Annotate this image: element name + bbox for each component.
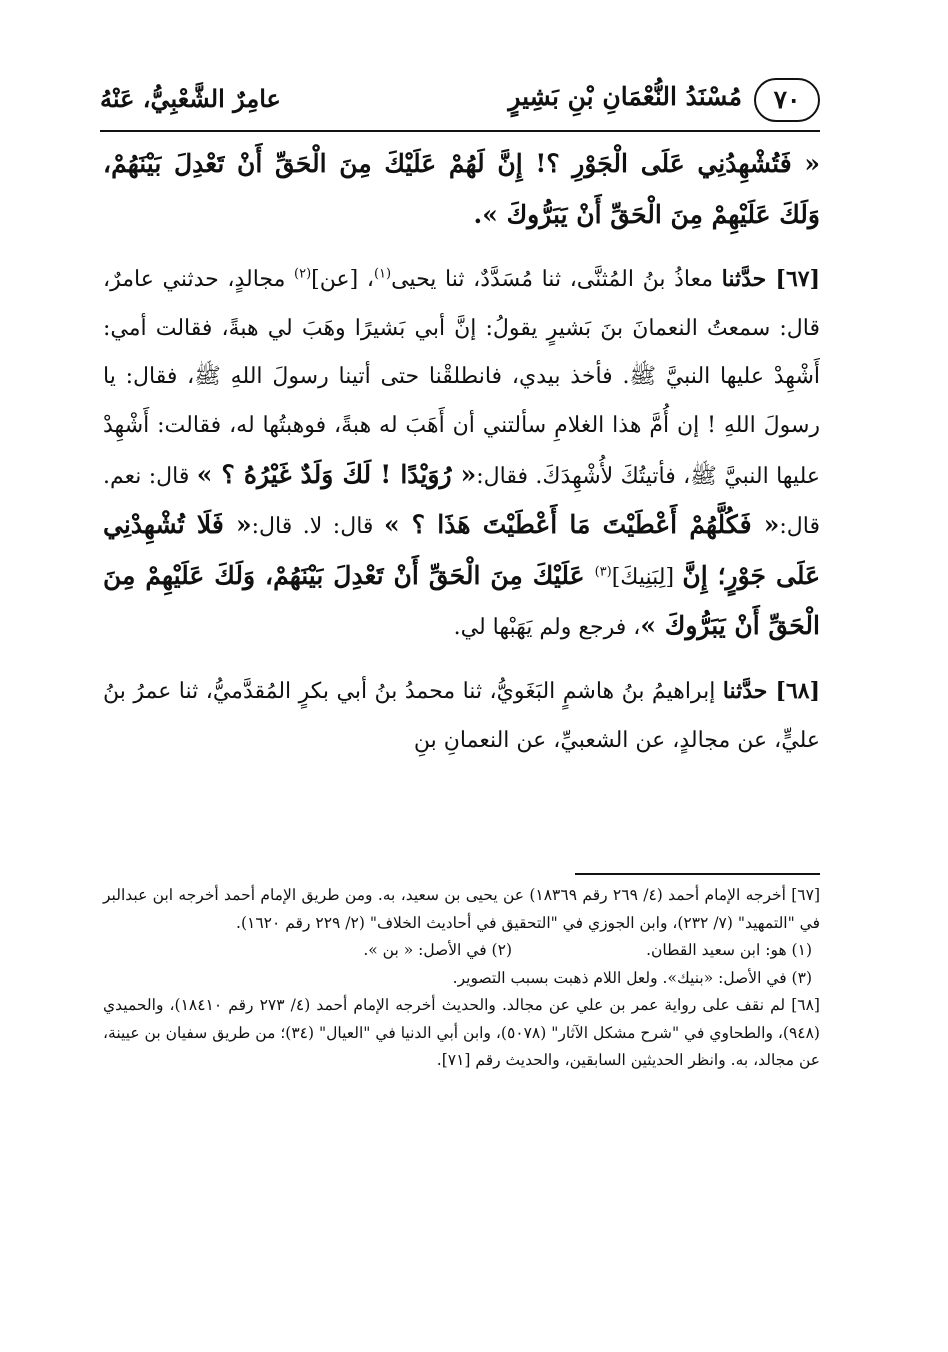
prophet-quote-2: « فَكُلَّهُمْ أَعْطَيْتَ مَا أَعْطَيْتَ هَذَا ؟ » — [383, 510, 780, 540]
prophet-quote-3-cont: عَلَيْكَ مِنَ الْحَقِّ أَنْ تَعْدِلَ بَيْنَهُمْ، وَلَكَ عَلَيْهِمْ مِنَ الْحَقِّ أَنْ يَبَرُّوكَ » — [103, 560, 820, 641]
section-title: عامِرٌ الشَّعْبِيُّ، عَنْهُ — [100, 84, 281, 113]
footnote-row-1-2 — [103, 937, 820, 965]
footnote-3: (٣) في الأصل: «بنيك». ولعل اللام ذهبت بسبب التصوير. — [452, 968, 812, 987]
page-header — [100, 78, 820, 128]
prophet-quote-3: « فَلَا تُشْهِدْنِي عَلَى جَوْرٍ؛ إِنَّ — [103, 510, 821, 590]
paragraph-1 — [103, 140, 820, 241]
editor-bracket: [لِبَنِيكَ] — [611, 564, 683, 590]
footnote-ref-3: (٣) — [594, 564, 612, 580]
running-title: مُسْنَدُ النُّعْمَانِ بْنِ بَشِيرٍ — [508, 82, 742, 111]
hadith-quote: « فَتُشْهِدُنِي عَلَى الْجَوْرِ ؟! إِنَّ لَهُمْ عَلَيْكَ مِنَ الْحَقِّ أَنْ تَعْدِلَ بَيْنَهُمْ، وَلَكَ عَلَيْهِمْ مِنَ الْحَقِّ أَنْ يَبَرُّوكَ ». — [103, 149, 820, 229]
matn-text: مجالدٍ، حدثني عامرٌ، قال: سمعتُ النعمانَ بنَ بَشيرٍ يقولُ: إنَّ أبي بَشيرًا وهَبَ لي هبةً، فقالت أمي: أَشْهِدْ عليها النبيَّ ﷺ. فأخذ بيدي، فانطلقْنا حتى أتينا رسولَ اللهِ ﷺ، فقال: يا رسولَ اللهِ ! إن أُمَّ هذا الغلامِ سألتني أن أَهَبَ له هبةً، فوهبتُها له، فقالت: أَشْهِدْ عليها النبيَّ ﷺ، فأتيتُكَ لأُشْهِدَكَ. فقال: — [103, 267, 821, 489]
text-segment: قال: نعم. قال: — [103, 463, 820, 540]
text-segment: ، فرجع ولم يَهَبْها لي. — [453, 615, 641, 641]
footnote-68: [٦٨] لم نقف على رواية عمر بن علي عن مجالد. والحديث أخرجه الإمام أحمد (٤/ ٢٧٣ رقم ١٨٤١٠)، والحميدي (٩٤٨)، والطحاوي في "شرح مشكل الآثار" (٥٠٧٨)، وابن أبي الدنيا في "العيال" (٣٤)؛ من طريق سفيان بن عيينة، عن مجالد، به. وانظر الحديثين السابقين، والحديث رقم [٧١]. — [103, 996, 820, 1069]
text-segment: قال: لا. قال: — [251, 514, 384, 540]
footnote-1: (١) هو: ابن سعيد القطان. — [646, 941, 812, 959]
page-number: ٧٠ — [754, 78, 820, 122]
paragraph-67 — [103, 255, 820, 653]
footnote-separator — [575, 873, 820, 875]
paragraph-68 — [103, 667, 820, 765]
isnad-text: إبراهيمُ بنُ هاشمٍ البَغَويُّ، ثنا محمدُ بنُ أبي بكرٍ المُقدَّميُّ، ثنا عمرُ بنُ عليٍّ، عن مجالدٍ، عن الشعبيِّ، عن النعمانِ بنِ — [103, 678, 820, 753]
hadith-number-67: [٦٧] حدَّثنا — [721, 266, 820, 293]
hadith-number-68: [٦٨] حدَّثنا — [722, 677, 820, 704]
footnotes — [103, 882, 820, 1075]
prophet-quote-1: « رُوَيْدًا ! لَكَ وَلَدٌ غَيْرُهُ ؟ » — [196, 459, 477, 489]
footnote-ref-1: (١) — [373, 266, 392, 282]
text-segment: ، [عن] — [311, 267, 374, 293]
footnote-67: [٦٧] أخرجه الإمام أحمد (٤/ ٢٦٩ رقم ١٨٣٦٩) عن يحيى بن سعيد، به. ومن طريق الإمام أحمد أخرجه ابن عبدالبر في "التمهيد" (٧/ ٢٣٢)، وابن الجوزي في "التحقيق في أحاديث الخلاف" (٢/ ٢٢٩ رقم ١٦٢٠). — [103, 886, 820, 932]
main-text — [103, 140, 820, 765]
header-rule — [100, 130, 820, 132]
isnad-text: معاذُ بنُ المُثنَّى، ثنا مُسَدَّدٌ، ثنا يحيى — [391, 267, 722, 293]
footnote-ref-2: (٢) — [294, 266, 312, 282]
footnote-2: (٢) في الأصل: « بن ». — [363, 941, 512, 959]
